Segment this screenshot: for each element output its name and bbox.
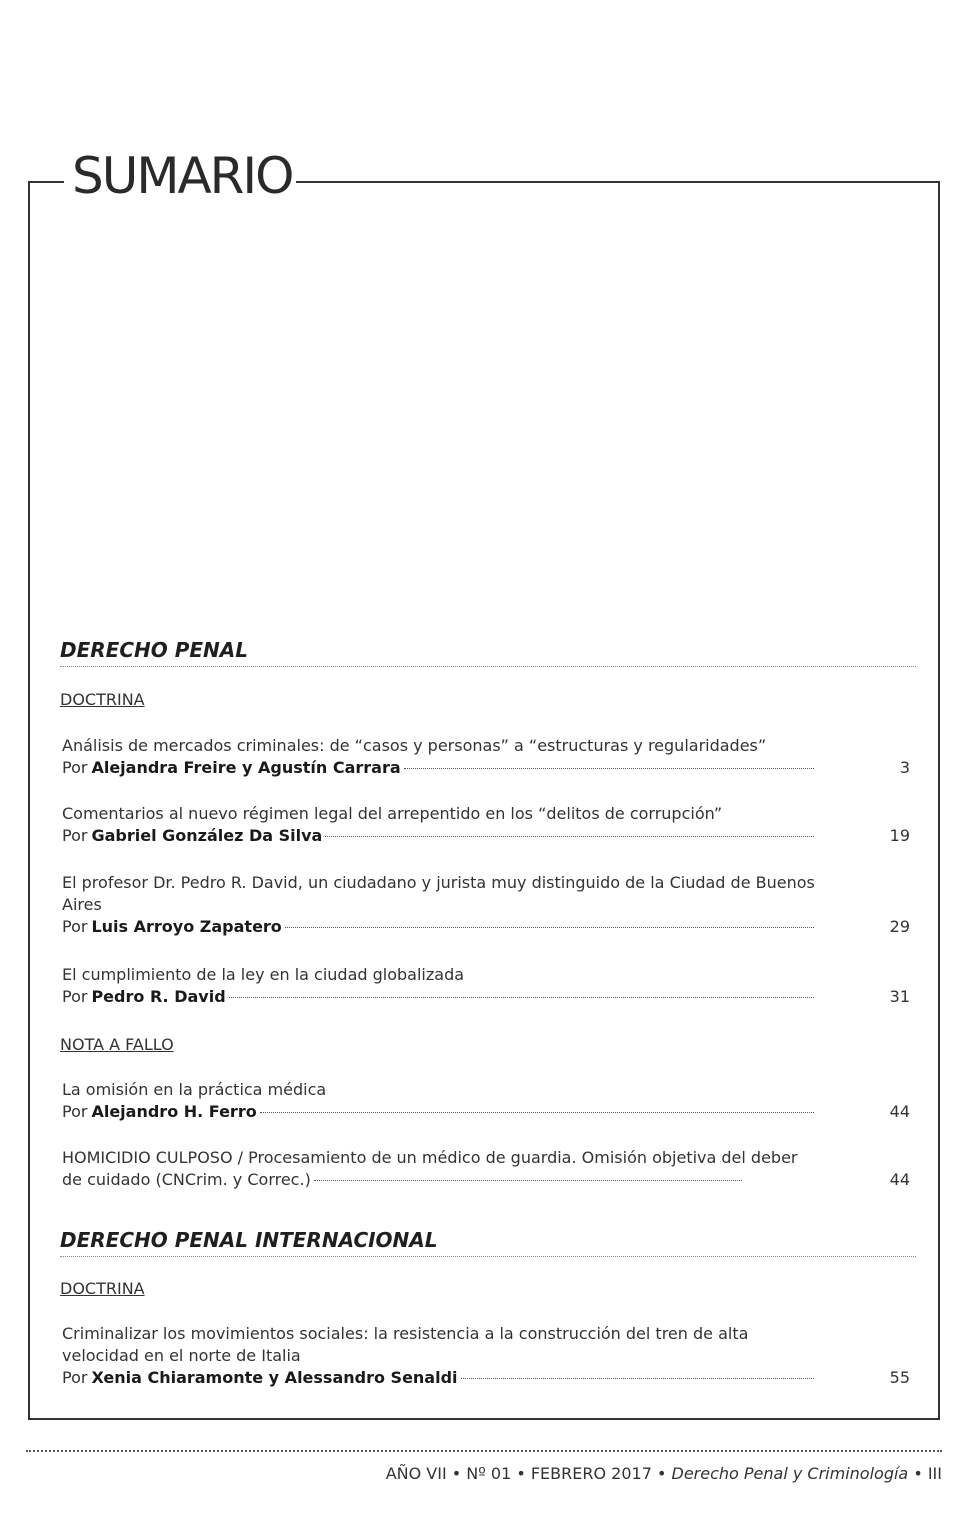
entry-author: Luis Arroyo Zapatero xyxy=(91,917,282,936)
toc-entry[interactable] xyxy=(62,1147,912,1191)
leader-dots xyxy=(404,768,814,769)
byline-prefix: Por xyxy=(62,1368,88,1387)
entry-page-number: 29 xyxy=(889,917,910,936)
entry-author: Alejandro H. Ferro xyxy=(91,1102,257,1121)
entry-author: Pedro R. David xyxy=(91,987,226,1006)
entry-page-number: 44 xyxy=(889,1170,910,1189)
entry-page-number: 3 xyxy=(899,758,910,777)
entry-page-number: 31 xyxy=(889,987,910,1006)
entry-byline xyxy=(62,986,814,1008)
subsection-nota-a-fallo: NOTA A FALLO xyxy=(60,1035,174,1054)
entry-title: Comentarios al nuevo régimen legal del arrepentido en los “delitos de corrupción” xyxy=(62,804,723,823)
footer-journal: Derecho Penal y Criminología xyxy=(671,1464,909,1483)
entry-title-text: HOMICIDIO CULPOSO / Procesamiento de un médico de guardia. Omisión objetiva del deber de cuidado (CNCrim. y Correc.) xyxy=(62,1148,798,1189)
toc-entry[interactable] xyxy=(62,1079,912,1123)
toc-entry[interactable] xyxy=(62,735,912,779)
entry-title: El profesor Dr. Pedro R. David, un ciudadano y jurista muy distinguido de la Ciudad de Buenos Aires xyxy=(62,873,815,914)
toc-entry[interactable] xyxy=(62,964,912,1008)
byline-prefix: Por xyxy=(62,987,88,1006)
leader-dots xyxy=(325,836,814,837)
leader-dots xyxy=(285,927,814,928)
entry-byline xyxy=(62,916,814,938)
entry-title: Criminalizar los movimientos sociales: la resistencia a la construcción del tren de alta velocidad en el norte de Italia xyxy=(62,1324,749,1365)
leader-dots xyxy=(314,1180,742,1181)
byline-prefix: Por xyxy=(62,917,88,936)
entry-byline xyxy=(62,1101,814,1123)
leader-dots xyxy=(229,997,814,998)
entry-byline xyxy=(62,825,814,847)
byline-prefix: Por xyxy=(62,1102,88,1121)
entry-page-number: 55 xyxy=(889,1368,910,1387)
entry-author: Alejandra Freire y Agustín Carrara xyxy=(91,758,401,777)
entry-page-number: 19 xyxy=(889,826,910,845)
entry-byline xyxy=(62,757,814,779)
byline-prefix: Por xyxy=(62,758,88,777)
page-footer xyxy=(386,1462,942,1486)
footer-page-marker: • III xyxy=(913,1464,942,1483)
entry-author: Xenia Chiaramonte y Alessandro Senaldi xyxy=(91,1368,458,1387)
toc-entry[interactable] xyxy=(62,1323,912,1389)
leader-dots xyxy=(260,1112,814,1113)
entry-title: La omisión en la práctica médica xyxy=(62,1080,327,1099)
leader-dots xyxy=(461,1378,814,1379)
entry-title xyxy=(62,1147,818,1191)
entry-byline xyxy=(62,1367,814,1389)
page-title: SUMARIO xyxy=(72,147,293,205)
section-heading-derecho-penal: DERECHO PENAL xyxy=(60,638,916,667)
subsection-doctrina: DOCTRINA xyxy=(60,690,145,709)
entry-page-number: 44 xyxy=(889,1102,910,1121)
entry-title: Análisis de mercados criminales: de “casos y personas” a “estructuras y regularidades” xyxy=(62,736,767,755)
section-heading-derecho-penal-internacional: DERECHO PENAL INTERNACIONAL xyxy=(60,1228,916,1257)
toc-entry[interactable] xyxy=(62,803,912,847)
footer-issue: AÑO VII • Nº 01 • FEBRERO 2017 • xyxy=(385,1464,667,1483)
footer-dotted-rule xyxy=(26,1450,942,1452)
entry-title: El cumplimiento de la ley en la ciudad globalizada xyxy=(62,965,465,984)
subsection-doctrina: DOCTRINA xyxy=(60,1279,145,1298)
toc-entry[interactable] xyxy=(62,872,912,938)
entry-author: Gabriel González Da Silva xyxy=(91,826,323,845)
byline-prefix: Por xyxy=(62,826,88,845)
